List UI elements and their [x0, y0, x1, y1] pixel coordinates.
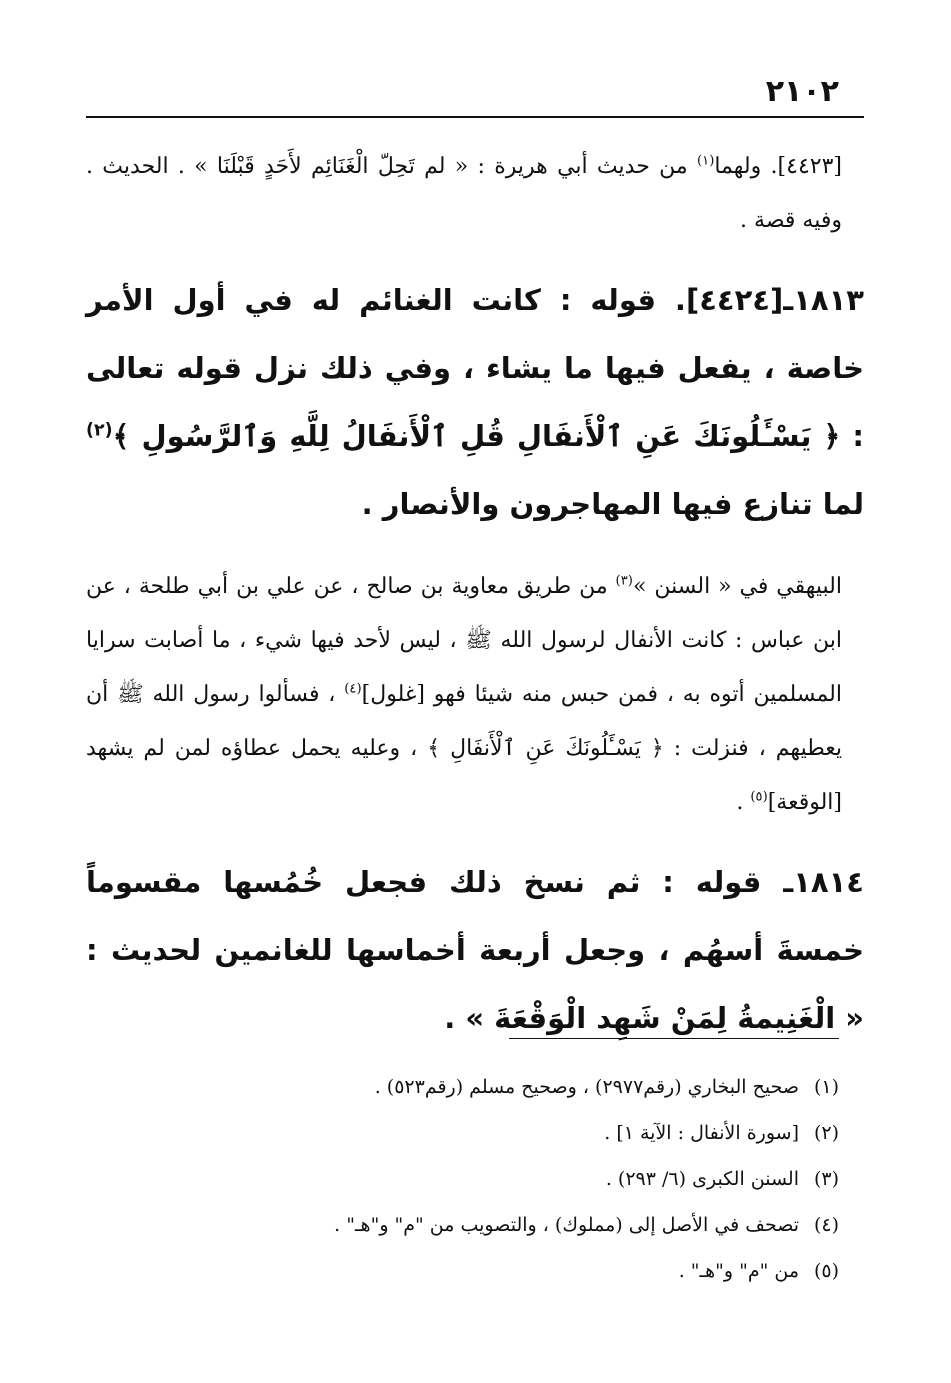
hadith-ref: ـ[٤٤٢٤] — [685, 283, 794, 317]
footnotes — [99, 1064, 839, 1294]
footnote-marker-2: (٢) — [86, 420, 113, 441]
paragraph-text: من طريق معاوية بن صالح ، عن علي بن أبي طلحة ، عن ابن عباس : كانت الأنفال لرسول الله ﷺ ، ليس لأحد فيها شيء ، ما أصابت سرايا المسلمين أتوه به ، فمن حبس منه شيئا فهو [غلول] — [86, 574, 842, 707]
section-number: ١٨١٣ — [793, 283, 864, 317]
footnote — [99, 1248, 839, 1294]
paragraph-text: لما تنازع فيها المهاجرون والأنصار . — [361, 487, 864, 521]
hadith-ref: [٤٤٢٣] — [777, 154, 842, 179]
footnote-text: تصحف في الأصل إلى (مملوك) ، والتصويب من "م" و"هـ" . — [334, 1214, 799, 1236]
paragraph-1813 — [86, 266, 864, 538]
paragraph-commentary — [86, 560, 864, 830]
footnote-marker-4: (٤) — [344, 681, 362, 697]
footnote-marker-5: (٥) — [750, 789, 768, 805]
footnote — [99, 1202, 839, 1248]
paragraph-4423 — [86, 140, 864, 248]
footnote-number: (٢) — [813, 1122, 839, 1144]
footnote — [99, 1064, 839, 1110]
paragraph-text: . — [736, 790, 751, 815]
paragraph-text: البيهقي في « السنن » — [632, 574, 842, 599]
main-text — [86, 140, 864, 1052]
page-number: ٢١٠٢ — [765, 74, 839, 109]
paragraph-text: ، فسألوا رسول الله ﷺ أن يعطيهم ، فنزلت : ﴿ يَسْـَٔلُونَكَ عَنِ ٱلْأَنفَالِ ﴾ ، وعليه يحمل عطاؤه لمن لم يشهد [الوقعة] — [86, 682, 842, 815]
footnote-marker-1: (١) — [696, 153, 715, 169]
footnote-text: من "م" و"هـ" . — [678, 1260, 799, 1282]
section-number: ١٨١٤ — [793, 865, 864, 899]
paragraph-1814 — [86, 848, 864, 1052]
footnote — [99, 1156, 839, 1202]
paragraph-text: . ولهما — [714, 154, 778, 179]
paragraph-text: ـ قوله : ثم نسخ ذلك فجعل خُمُسها مقسوماً خمسةَ أسهُم ، وجعل أربعة أخماسها للغانمين لحديث : « الْغَنِيمةُ لِمَنْ شَهِد الْوَقْعَةَ » . — [86, 865, 864, 1035]
header-divider — [86, 116, 864, 118]
footnote-text: صحيح البخاري (رقم٢٩٧٧) ، وصحيح مسلم (رقم٥٢٣) . — [374, 1076, 799, 1098]
footnote-number: (٤) — [813, 1214, 839, 1236]
footnote-number: (٣) — [813, 1168, 839, 1190]
footnote — [99, 1110, 839, 1156]
footnote-number: (١) — [813, 1076, 839, 1098]
footnote-text: السنن الكبرى (٦/ ٢٩٣) . — [605, 1168, 799, 1190]
footnote-marker-3: (٣) — [615, 573, 633, 589]
footnote-number: (٥) — [813, 1260, 839, 1282]
footnote-divider — [509, 1038, 839, 1039]
paragraph-text: من حديث أبي هريرة : « لم تَحِلّ الْغَنَائِم لأَحَدٍ قَبْلَنَا » . الحديث . وفيه قصة . — [86, 154, 842, 233]
paragraph-text: . قوله : كانت الغنائم له في أول الأمر خاصة ، يفعل فيها ما يشاء ، وفي ذلك نزل قوله تعالى : ﴿ يَسْـَٔلُونَكَ عَنِ ٱلْأَنفَالِ قُلِ ٱلْأَنفَالُ لِلَّهِ وَٱلرَّسُولِ ﴾ — [86, 283, 864, 453]
footnote-text: [سورة الأنفال : الآية ١] . — [604, 1122, 799, 1144]
